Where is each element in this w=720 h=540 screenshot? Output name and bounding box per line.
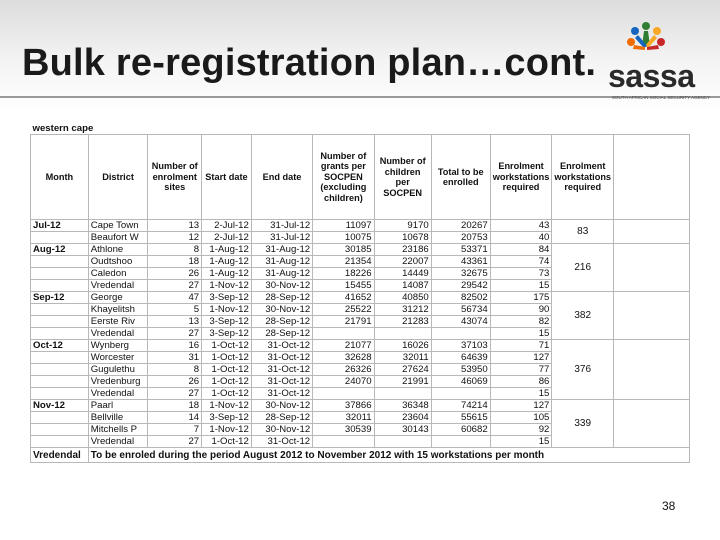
district-cell: Eerste Riv [88, 316, 148, 328]
children-cell: 16026 [374, 340, 431, 352]
month-cell: Jul-12 [31, 220, 89, 232]
start-date-cell: 3-Sep-12 [202, 316, 252, 328]
start-date-cell: 1-Oct-12 [202, 352, 252, 364]
district-cell: Vredenburg [88, 376, 148, 388]
header-start-date: Start date [202, 135, 252, 220]
district-cell: Caledon [88, 268, 148, 280]
children-cell: 23186 [374, 244, 431, 256]
workstations-month-total-cell: 216 [552, 244, 614, 292]
start-date-cell: 2-Jul-12 [202, 220, 252, 232]
district-cell: Mitchells P [88, 424, 148, 436]
workstations-cell: 15 [490, 280, 552, 292]
enrolment-sites-cell: 27 [148, 280, 202, 292]
spacer-cell [614, 400, 690, 448]
enrolment-sites-cell: 26 [148, 376, 202, 388]
children-cell: 27624 [374, 364, 431, 376]
enrolment-sites-cell: 31 [148, 352, 202, 364]
grants-cell: 32011 [313, 412, 374, 424]
start-date-cell: 2-Jul-12 [202, 232, 252, 244]
grants-cell: 30185 [313, 244, 374, 256]
header-total-enrolled: Total to be enrolled [431, 135, 490, 220]
spacer-cell [614, 244, 690, 292]
total-enrolled-cell: 60682 [431, 424, 490, 436]
end-date-cell: 30-Nov-12 [251, 280, 312, 292]
month-cell [31, 412, 89, 424]
enrolment-sites-cell: 8 [148, 244, 202, 256]
re-registration-table-container [30, 122, 690, 482]
re-registration-table [30, 122, 690, 463]
start-date-cell: 1-Oct-12 [202, 364, 252, 376]
total-enrolled-cell [431, 388, 490, 400]
total-enrolled-cell: 53950 [431, 364, 490, 376]
start-date-cell: 3-Sep-12 [202, 328, 252, 340]
workstations-cell: 71 [490, 340, 552, 352]
grants-cell: 18226 [313, 268, 374, 280]
total-enrolled-cell: 43361 [431, 256, 490, 268]
total-enrolled-cell: 53371 [431, 244, 490, 256]
start-date-cell: 1-Nov-12 [202, 424, 252, 436]
total-enrolled-cell: 32675 [431, 268, 490, 280]
month-cell: Aug-12 [31, 244, 89, 256]
workstations-cell: 43 [490, 220, 552, 232]
total-enrolled-cell: 74214 [431, 400, 490, 412]
month-cell [31, 424, 89, 436]
month-cell [31, 280, 89, 292]
enrolment-sites-cell: 12 [148, 232, 202, 244]
grants-cell: 15455 [313, 280, 374, 292]
workstations-cell: 40 [490, 232, 552, 244]
grants-cell: 30539 [313, 424, 374, 436]
district-cell: Vredendal [88, 328, 148, 340]
end-date-cell: 31-Oct-12 [251, 388, 312, 400]
month-cell [31, 232, 89, 244]
district-cell: Worcester [88, 352, 148, 364]
total-enrolled-cell: 55615 [431, 412, 490, 424]
month-cell [31, 304, 89, 316]
workstations-cell: 105 [490, 412, 552, 424]
children-cell: 14449 [374, 268, 431, 280]
workstations-cell: 175 [490, 292, 552, 304]
children-cell: 10678 [374, 232, 431, 244]
month-cell [31, 316, 89, 328]
end-date-cell: 31-Aug-12 [251, 256, 312, 268]
workstations-cell: 74 [490, 256, 552, 268]
grants-cell: 24070 [313, 376, 374, 388]
header-month: Month [31, 135, 89, 220]
grants-cell: 10075 [313, 232, 374, 244]
table-row [31, 400, 690, 412]
table-body [31, 220, 690, 448]
district-cell: Athlone [88, 244, 148, 256]
total-enrolled-cell [431, 436, 490, 448]
end-date-cell: 31-Jul-12 [251, 220, 312, 232]
grants-cell: 25522 [313, 304, 374, 316]
grants-cell: 32628 [313, 352, 374, 364]
workstations-month-total-cell: 382 [552, 292, 614, 340]
district-cell: Oudtshoo [88, 256, 148, 268]
workstations-cell: 15 [490, 388, 552, 400]
workstations-cell: 127 [490, 400, 552, 412]
total-enrolled-cell [431, 328, 490, 340]
children-cell: 30143 [374, 424, 431, 436]
district-cell: Wynberg [88, 340, 148, 352]
sassa-logo-text: sassa [608, 58, 695, 94]
spacer-cell [614, 220, 690, 244]
enrolment-sites-cell: 27 [148, 436, 202, 448]
workstations-cell: 86 [490, 376, 552, 388]
workstations-month-total-cell: 339 [552, 400, 614, 448]
end-date-cell: 31-Jul-12 [251, 232, 312, 244]
month-cell: Oct-12 [31, 340, 89, 352]
enrolment-sites-cell: 8 [148, 364, 202, 376]
grants-cell [313, 328, 374, 340]
spacer-cell [614, 292, 690, 340]
grants-cell: 21791 [313, 316, 374, 328]
children-cell: 21991 [374, 376, 431, 388]
month-cell [31, 376, 89, 388]
workstations-cell: 84 [490, 244, 552, 256]
total-enrolled-cell: 37103 [431, 340, 490, 352]
enrolment-sites-cell: 18 [148, 256, 202, 268]
header-children: Number of children per SOCPEN [374, 135, 431, 220]
start-date-cell: 1-Oct-12 [202, 388, 252, 400]
grants-cell: 41652 [313, 292, 374, 304]
total-enrolled-cell: 20267 [431, 220, 490, 232]
enrolment-sites-cell: 13 [148, 220, 202, 232]
children-cell: 14087 [374, 280, 431, 292]
header-end-date: End date [251, 135, 312, 220]
total-enrolled-cell: 46069 [431, 376, 490, 388]
end-date-cell: 31-Oct-12 [251, 436, 312, 448]
district-cell: Bellville [88, 412, 148, 424]
month-cell [31, 352, 89, 364]
children-cell: 40850 [374, 292, 431, 304]
sassa-logo-subtext: SOUTH AFRICAN SOCIAL SECURITY AGENCY [612, 95, 711, 100]
end-date-cell: 28-Sep-12 [251, 328, 312, 340]
children-cell: 31212 [374, 304, 431, 316]
workstations-cell: 15 [490, 436, 552, 448]
end-date-cell: 31-Aug-12 [251, 268, 312, 280]
end-date-cell: 28-Sep-12 [251, 292, 312, 304]
district-cell: Beaufort W [88, 232, 148, 244]
total-enrolled-cell: 82502 [431, 292, 490, 304]
header-grants: Number of grants per SOCPEN (excluding children) [313, 135, 374, 220]
children-cell: 21283 [374, 316, 431, 328]
month-cell [31, 256, 89, 268]
end-date-cell: 30-Nov-12 [251, 424, 312, 436]
district-cell: Vredendal [88, 436, 148, 448]
start-date-cell: 1-Aug-12 [202, 244, 252, 256]
header-workstations-required-total: Enrolment workstations required [552, 135, 614, 220]
month-cell: Sep-12 [31, 292, 89, 304]
grants-cell: 11097 [313, 220, 374, 232]
start-date-cell: 1-Nov-12 [202, 304, 252, 316]
header-spacer [614, 135, 690, 220]
end-date-cell: 31-Aug-12 [251, 244, 312, 256]
month-cell [31, 268, 89, 280]
children-cell: 36348 [374, 400, 431, 412]
grants-cell: 21077 [313, 340, 374, 352]
children-cell: 9170 [374, 220, 431, 232]
total-enrolled-cell: 20753 [431, 232, 490, 244]
table-footer-row [31, 448, 690, 463]
enrolment-sites-cell: 5 [148, 304, 202, 316]
end-date-cell: 31-Oct-12 [251, 340, 312, 352]
enrolment-sites-cell: 27 [148, 388, 202, 400]
end-date-cell: 30-Nov-12 [251, 400, 312, 412]
enrolment-sites-cell: 7 [148, 424, 202, 436]
district-cell: Vredendal [88, 280, 148, 292]
end-date-cell: 28-Sep-12 [251, 412, 312, 424]
start-date-cell: 1-Aug-12 [202, 256, 252, 268]
footer-note: To be enroled during the period August 2012 to November 2012 with 15 workstations per month [88, 448, 689, 463]
start-date-cell: 1-Nov-12 [202, 400, 252, 412]
start-date-cell: 1-Oct-12 [202, 340, 252, 352]
total-enrolled-cell: 29542 [431, 280, 490, 292]
enrolment-sites-cell: 47 [148, 292, 202, 304]
children-cell: 32011 [374, 352, 431, 364]
enrolment-sites-cell: 27 [148, 328, 202, 340]
children-cell [374, 388, 431, 400]
end-date-cell: 30-Nov-12 [251, 304, 312, 316]
children-cell: 23604 [374, 412, 431, 424]
workstations-month-total-cell: 83 [552, 220, 614, 244]
start-date-cell: 1-Aug-12 [202, 268, 252, 280]
table-row [31, 292, 690, 304]
district-cell: Cape Town [88, 220, 148, 232]
table-row [31, 340, 690, 352]
month-cell [31, 388, 89, 400]
grants-cell: 21354 [313, 256, 374, 268]
district-cell: Paarl [88, 400, 148, 412]
table-row [31, 244, 690, 256]
footer-district: Vredendal [31, 448, 89, 463]
month-cell [31, 364, 89, 376]
workstations-cell: 77 [490, 364, 552, 376]
grants-cell [313, 388, 374, 400]
header-district: District [88, 135, 148, 220]
spacer-cell [614, 340, 690, 400]
district-cell: Gugulethu [88, 364, 148, 376]
workstations-cell: 82 [490, 316, 552, 328]
district-cell: Khayelitsh [88, 304, 148, 316]
grants-cell [313, 436, 374, 448]
enrolment-sites-cell: 16 [148, 340, 202, 352]
start-date-cell: 1-Oct-12 [202, 436, 252, 448]
grants-cell: 37866 [313, 400, 374, 412]
workstations-cell: 73 [490, 268, 552, 280]
start-date-cell: 1-Nov-12 [202, 280, 252, 292]
table-header-row [31, 135, 690, 220]
workstations-cell: 92 [490, 424, 552, 436]
enrolment-sites-cell: 13 [148, 316, 202, 328]
enrolment-sites-cell: 18 [148, 400, 202, 412]
table-row [31, 220, 690, 232]
total-enrolled-cell: 43074 [431, 316, 490, 328]
enrolment-sites-cell: 14 [148, 412, 202, 424]
month-cell [31, 328, 89, 340]
total-enrolled-cell: 64639 [431, 352, 490, 364]
children-cell [374, 328, 431, 340]
end-date-cell: 31-Oct-12 [251, 376, 312, 388]
end-date-cell: 28-Sep-12 [251, 316, 312, 328]
page-number: 38 [662, 499, 676, 513]
month-cell: Nov-12 [31, 400, 89, 412]
grants-cell: 26326 [313, 364, 374, 376]
district-cell: Vredendal [88, 388, 148, 400]
month-cell [31, 436, 89, 448]
header-enrolment-sites: Number of enrolment sites [148, 135, 202, 220]
total-enrolled-cell: 56734 [431, 304, 490, 316]
start-date-cell: 3-Sep-12 [202, 412, 252, 424]
district-cell: George [88, 292, 148, 304]
children-cell: 22007 [374, 256, 431, 268]
end-date-cell: 31-Oct-12 [251, 352, 312, 364]
start-date-cell: 3-Sep-12 [202, 292, 252, 304]
enrolment-sites-cell: 26 [148, 268, 202, 280]
region-label: western cape [32, 122, 94, 134]
end-date-cell: 31-Oct-12 [251, 364, 312, 376]
header-workstations-required: Enrolment workstations required [490, 135, 552, 220]
start-date-cell: 1-Oct-12 [202, 376, 252, 388]
children-cell [374, 436, 431, 448]
workstations-cell: 90 [490, 304, 552, 316]
workstations-month-total-cell: 376 [552, 340, 614, 400]
workstations-cell: 15 [490, 328, 552, 340]
workstations-cell: 127 [490, 352, 552, 364]
slide-title: Bulk re-registration plan…cont. [22, 42, 597, 84]
